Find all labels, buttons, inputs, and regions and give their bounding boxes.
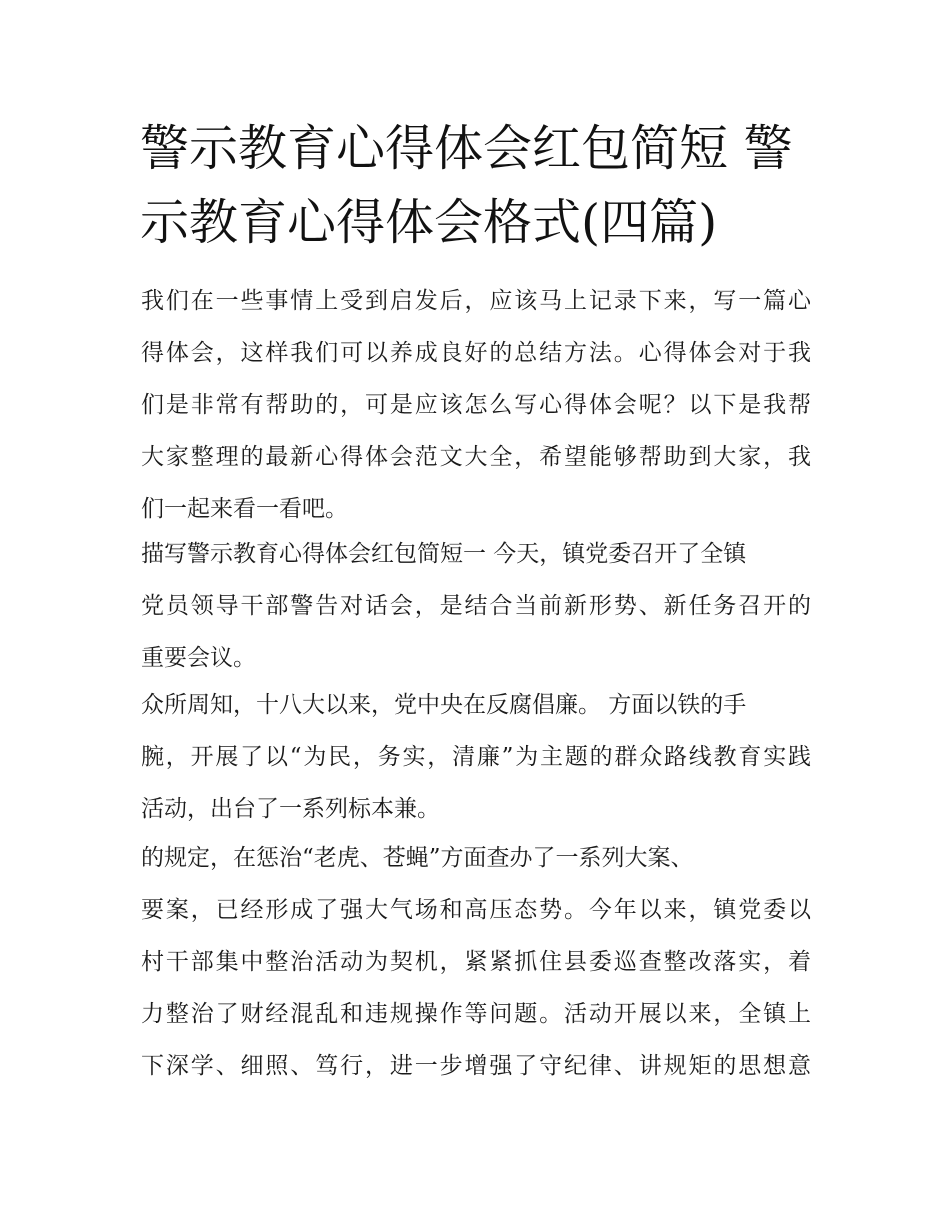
body-line-4: 大家整理的最新心得体会范文大全，希望能够帮助到大家，我: [141, 444, 811, 470]
body-line-9: 众所周知，十八大以来，党中央在反腐倡廉。 方面以铁的手: [141, 692, 747, 718]
body-line-6: 描写警示教育心得体会红包简短一 今天，镇党委召开了全镇: [141, 541, 747, 567]
body-line-14: 村干部集中整治活动为契机，紧紧抓住县委巡查整改落实，着: [141, 949, 811, 975]
body-line-5: 们一起来看一看吧。: [141, 496, 348, 522]
body-line-11: 活动，出台了一系列标本兼。: [141, 796, 440, 822]
body-line-12: 的规定，在惩治“老虎、苍蝇”方面查办了一系列大案、: [141, 845, 694, 871]
body-line-7: 党员领导干部警告对话会，是结合当前新形势、新任务召开的: [141, 593, 811, 619]
title-line-2: 示教育心得体会格式(四篇): [140, 194, 718, 251]
document-title: [140, 112, 820, 260]
body-line-16: 下深学、细照、笃行，进一步增强了守纪律、讲规矩的思想意: [141, 1053, 811, 1079]
body-line-2: 得体会，这样我们可以养成良好的总结方法。心得体会对于我: [141, 340, 811, 366]
body-line-13: 要案，已经形成了强大气场和高压态势。今年以来，镇党委以: [141, 897, 811, 923]
body-line-10: 腕，开展了以“为民，务实，清廉”为主题的群众路线教育实践: [141, 744, 811, 770]
body-line-3: 们是非常有帮助的，可是应该怎么写心得体会呢？以下是我帮: [141, 392, 811, 418]
title-line-1: 警示教育心得体会红包简短 警: [140, 120, 793, 177]
body-line-8: 重要会议。: [141, 645, 256, 671]
body-line-15: 力整治了财经混乱和违规操作等问题。活动开展以来，全镇上: [141, 1001, 811, 1027]
body-line-1: 我们在一些事情上受到启发后，应该马上记录下来，写一篇心: [141, 288, 811, 314]
